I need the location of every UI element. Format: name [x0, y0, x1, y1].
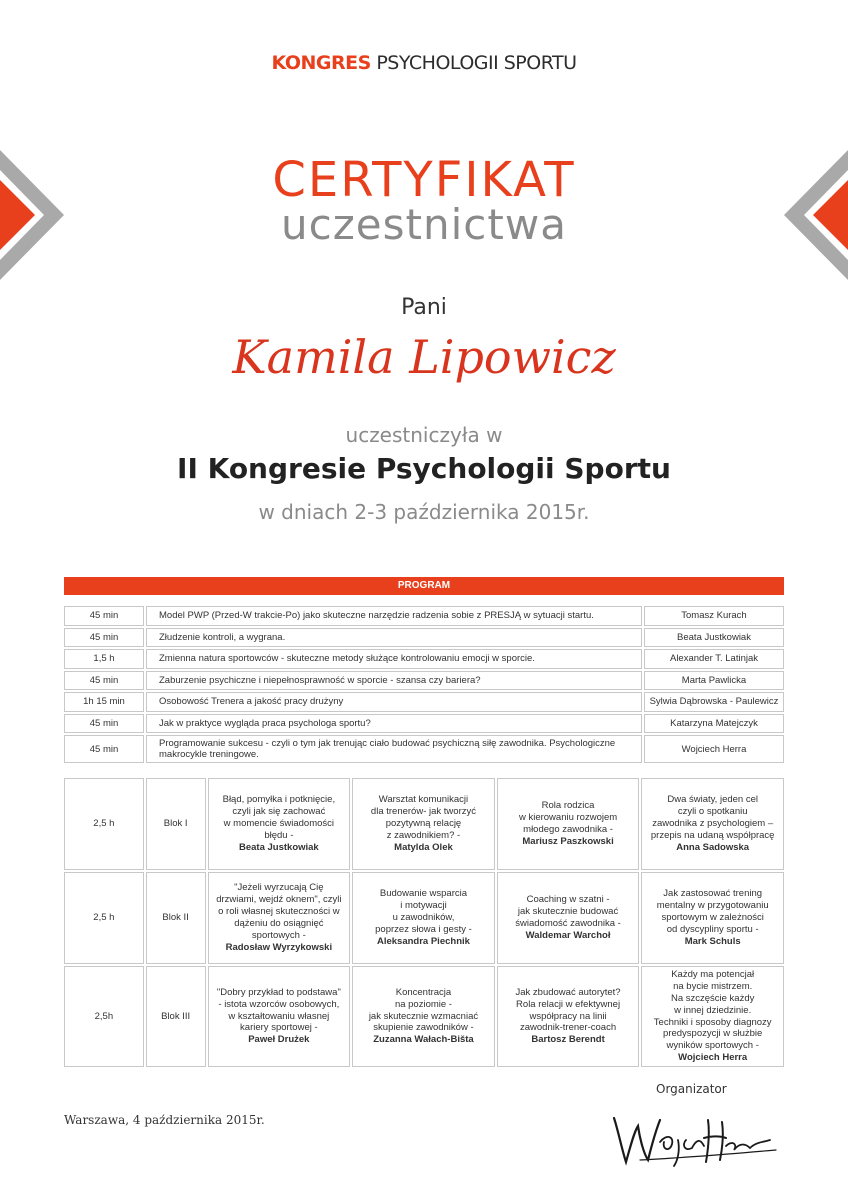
workshop-line: drzwiami, wejdź oknem", czyli [216, 894, 342, 906]
workshop-cell [497, 872, 640, 964]
workshop-line: Rola relacji w efektywnej [516, 998, 621, 1010]
block-duration: 2,5 h [64, 872, 144, 964]
program-duration: 45 min [64, 628, 144, 648]
workshop-line: młodego zawodnika - [523, 824, 613, 835]
organizer-signature [600, 1090, 780, 1180]
workshop-line: dla trenerów- jak tworzyć [370, 806, 476, 818]
workshop-line: u zawodników, [392, 912, 455, 924]
program-speaker: Beata Justkowiak [644, 628, 784, 648]
logo-word-psychologii-sportu: PSYCHOLOGII SPORTU [376, 52, 577, 74]
block-row [64, 966, 784, 1067]
block-row [64, 778, 784, 870]
block-name: Blok III [146, 966, 206, 1067]
workshop-line: Jak zbudować autorytet? [515, 986, 621, 998]
workshop-line: od dyscypliny sportu - [666, 923, 759, 935]
workshop-cell [497, 966, 640, 1067]
program-topic: Osobowość Trenera a jakość pracy drużyny [146, 692, 642, 712]
program-duration: 1,5 h [64, 649, 144, 669]
program-duration: 45 min [64, 606, 144, 626]
program-speaker: Marta Pawlicka [644, 671, 784, 691]
workshop-line: czyli jak się zachować [232, 806, 326, 818]
workshop-line: w momencie świadomości [223, 818, 335, 830]
workshop-line: "Jeżeli wyrzucają Cię [234, 882, 324, 894]
organizer-label: Organizator [656, 1082, 727, 1096]
workshop-line: Budowanie wsparcia [379, 888, 468, 900]
block-name: Blok II [146, 872, 206, 964]
workshop-author: Waldemar Warchoł [525, 929, 611, 941]
workshop-line: współpracy na linii [529, 1010, 607, 1022]
workshop-cell [208, 778, 351, 870]
workshop-line: przepis na udaną współpracę [650, 829, 775, 841]
program-row [64, 692, 784, 712]
workshop-line: skupienie zawodników - [373, 1022, 474, 1034]
program-duration: 1h 15 min [64, 692, 144, 712]
workshop-line: Warsztat komunikacji [378, 794, 469, 806]
program-row [64, 628, 784, 648]
workshop-cell [208, 872, 351, 964]
block-name: Blok I [146, 778, 206, 870]
workshop-line: - istota wzorców osobowych, [218, 998, 340, 1010]
workshop-line: w innej dziedzinie. [674, 1004, 752, 1016]
workshop-line: mentalny w przygotowaniu [656, 900, 769, 912]
workshop-line: z zawodnikiem? - [386, 829, 461, 841]
workshop-line: i motywacji [400, 900, 447, 912]
program-row [64, 649, 784, 669]
workshop-line: Błąd, pomyłka i potknięcie, [222, 794, 336, 806]
workshop-author: Anna Sadowska [676, 841, 750, 853]
workshop-line: w kształtowaniu własnej [228, 1010, 330, 1022]
program-speaker: Sylwia Dąbrowska - Paulewicz [644, 692, 784, 712]
certificate-title: CERTYFIKAT [272, 152, 576, 208]
workshop-line: jak skutecznie budować [517, 906, 619, 918]
workshop-author: Paweł Drużek [248, 1034, 310, 1046]
block-row [64, 872, 784, 964]
program-topic: Złudzenie kontroli, a wygrana. [146, 628, 642, 648]
workshop-line: czyli o spotkaniu [677, 806, 748, 818]
place-and-date: Warszawa, 4 października 2015r. [64, 1113, 265, 1127]
program-topic: Zaburzenie psychiczne i niepełnosprawność w sporcie - szansa czy bariera? [146, 671, 642, 691]
workshop-author: Bartosz Berendt [531, 1034, 605, 1046]
program-speaker: Wojciech Herra [644, 735, 784, 763]
workshop-blocks-table [62, 776, 786, 1069]
program-speaker: Alexander T. Latinjak [644, 649, 784, 669]
workshop-line: Dwa światy, jeden cel [667, 794, 758, 806]
workshop-line: jak skutecznie wzmacniać [368, 1010, 479, 1022]
salutation: Pani [401, 295, 447, 320]
block-duration: 2,5h [64, 966, 144, 1067]
workshop-line: Jak zastosować trening [663, 888, 763, 900]
workshop-line: na bycie mistrzem. [673, 980, 753, 992]
workshop-author: Aleksandra Piechnik [376, 935, 470, 947]
program-duration: 45 min [64, 735, 144, 763]
program-topic: Zmienna natura sportowców - skuteczne metody służące kontrolowaniu emocji w sporcie. [146, 649, 642, 669]
workshop-line: poprzez słowa i gesty - [375, 923, 472, 935]
workshop-author: Beata Justkowiak [238, 841, 319, 853]
workshop-line: w kierowaniu rozwojem [518, 812, 618, 824]
workshop-cell [208, 966, 351, 1067]
program-header: PROGRAM [64, 577, 784, 595]
workshop-line: Coaching w szatni - [526, 894, 610, 906]
workshop-cell [352, 966, 495, 1067]
workshop-line: Techniki i sposoby diagnozy [653, 1016, 772, 1028]
program-duration: 45 min [64, 714, 144, 734]
workshop-line: pozytywną relację [385, 818, 462, 830]
workshop-line: świadomość zawodnika - [515, 918, 621, 929]
program-row [64, 606, 784, 626]
event-name: II Kongresie Psychologii Sportu [177, 452, 671, 485]
workshop-cell [352, 778, 495, 870]
workshop-cell [641, 966, 784, 1067]
workshop-line: Każdy ma potencjał [671, 969, 755, 980]
workshop-author: Radosław Wyrzykowski [225, 941, 333, 953]
workshop-line: "Dobry przykład to podstawa" [216, 986, 341, 998]
workshop-line: predyspozycji w służbie [663, 1028, 763, 1040]
logo-word-kongres: KONGRES [271, 52, 371, 74]
workshop-cell [352, 872, 495, 964]
workshop-line: zawodnika z psychologiem – [652, 818, 774, 830]
program-duration: 45 min [64, 671, 144, 691]
workshop-line: dążeniu do osiągnięć [234, 918, 324, 929]
workshop-cell [497, 778, 640, 870]
participated-text: uczestniczyła w [345, 423, 503, 447]
workshop-author: Mark Schuls [684, 935, 741, 947]
program-table [62, 604, 786, 765]
workshop-line: wyników sportowych - [666, 1040, 759, 1052]
workshop-line: błędu - [264, 829, 294, 841]
workshop-line: na poziomie - [394, 998, 452, 1010]
program-row [64, 714, 784, 734]
workshop-line: sportowych - [251, 929, 306, 941]
program-topic: Jak w praktyce wygląda praca psychologa sportu? [146, 714, 642, 734]
workshop-cell [641, 778, 784, 870]
workshop-line: kariery sportowej - [240, 1022, 318, 1034]
block-duration: 2,5 h [64, 778, 144, 870]
workshop-line: Na szczęście każdy [670, 992, 755, 1004]
workshop-cell [641, 872, 784, 964]
workshop-author: Mariusz Paszkowski [522, 835, 614, 847]
program-row [64, 735, 784, 763]
workshop-line: Koncentracja [395, 986, 452, 998]
program-speaker: Katarzyna Matejczyk [644, 714, 784, 734]
workshop-line: zawodnik-trener-coach [520, 1022, 617, 1034]
program-speaker: Tomasz Kurach [644, 606, 784, 626]
event-dates: w dniach 2-3 października 2015r. [258, 500, 590, 524]
participant-name: Kamila Lipowicz [232, 330, 616, 384]
workshop-author: Matylda Olek [394, 841, 453, 853]
workshop-line: sportowym w zależności [661, 912, 764, 924]
program-row [64, 671, 784, 691]
program-topic: Model PWP (Przed-W trakcie-Po) jako skuteczne narzędzie radzenia sobie z PRESJĄ w sytuacji startu. [146, 606, 642, 626]
workshop-author: Wojciech Herra [678, 1052, 748, 1064]
congress-logo [0, 52, 848, 74]
program-topic: Programowanie sukcesu - czyli o tym jak trenując ciało budować psychiczną siłę zawodnika. Psychologiczne makrocykle treningowe. [146, 735, 642, 763]
certificate-subtitle: uczestnictwa [281, 200, 567, 249]
workshop-author: Zuzanna Wałach-Bišta [373, 1034, 474, 1046]
workshop-line: Rola rodzica [541, 800, 595, 812]
workshop-line: o roli własnej skuteczności w [218, 906, 340, 918]
